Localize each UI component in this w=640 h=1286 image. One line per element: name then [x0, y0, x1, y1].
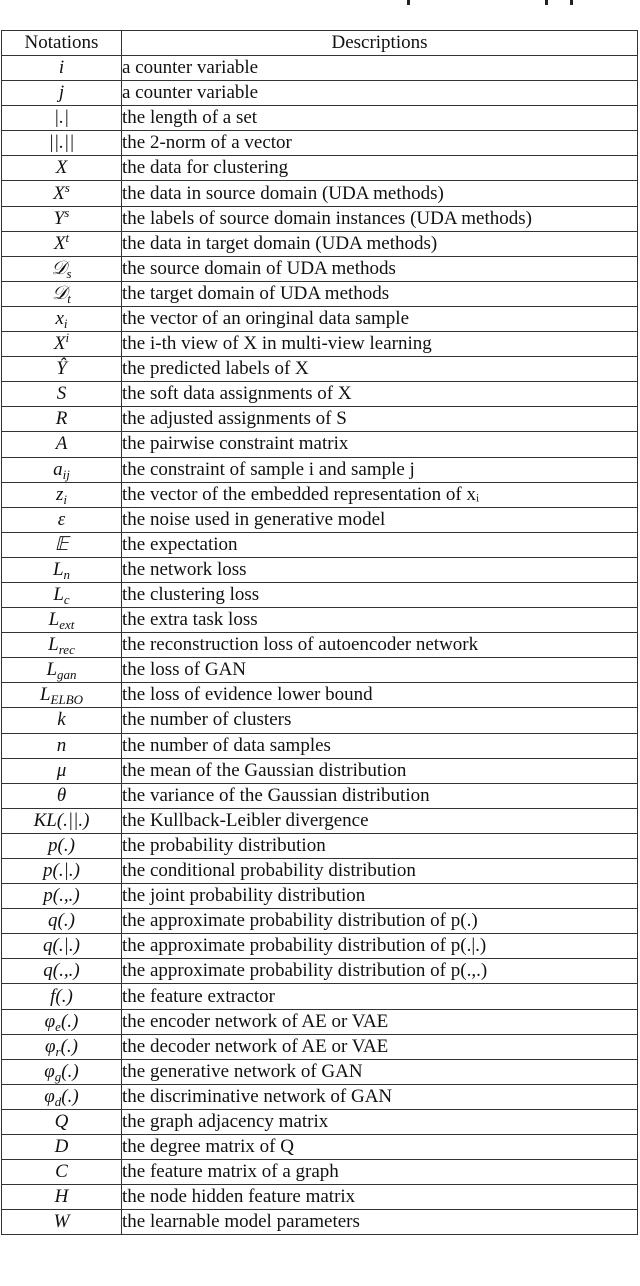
- symbol-base: R: [55, 408, 68, 430]
- table-row: [2, 758, 638, 783]
- symbol-base: L: [48, 609, 60, 631]
- notation-symbol: [2, 633, 122, 658]
- table-row: [2, 56, 638, 81]
- notation-symbol: [2, 457, 122, 482]
- symbol-base: a: [53, 458, 63, 480]
- symbol-base: φ: [44, 1085, 55, 1107]
- notation-symbol: [2, 833, 122, 858]
- table-row: [2, 1135, 638, 1160]
- symbol-base: f(.): [50, 985, 73, 1007]
- table-row: [2, 1109, 638, 1134]
- notation-symbol: [2, 708, 122, 733]
- notation-description: the clustering loss: [122, 582, 638, 607]
- notation-description: the vector of an oringinal data sample: [122, 306, 638, 331]
- table-row: [2, 206, 638, 231]
- symbol-base: 𝒟: [52, 282, 68, 304]
- notation-description: the network loss: [122, 557, 638, 582]
- notation-symbol: [2, 884, 122, 909]
- notation-symbol: [2, 206, 122, 231]
- notation-description: the variance of the Gaussian distribution: [122, 783, 638, 808]
- table-row: [2, 909, 638, 934]
- notation-symbol: [2, 407, 122, 432]
- symbol-base: Y: [53, 207, 65, 229]
- table-row: [2, 407, 638, 432]
- symbol-base: θ: [56, 784, 67, 806]
- symbol-subscript: d: [54, 1093, 62, 1109]
- notation-description: the vector of the embedded representation of xᵢ: [122, 482, 638, 507]
- symbol-base: S: [56, 383, 67, 405]
- notation-description: the data in source domain (UDA methods): [122, 181, 638, 206]
- symbol-subscript: t: [67, 290, 71, 306]
- table-row: [2, 256, 638, 281]
- notation-symbol: [2, 181, 122, 206]
- table-row: [2, 357, 638, 382]
- table-row: [2, 683, 638, 708]
- notation-description: the learnable model parameters: [122, 1210, 638, 1235]
- notation-description: the labels of source domain instances (UDA methods): [122, 206, 638, 231]
- symbol-base: ε: [57, 508, 66, 530]
- notation-description: the constraint of sample i and sample j: [122, 457, 638, 482]
- notation-description: the number of data samples: [122, 733, 638, 758]
- notation-description: the adjusted assignments of S: [122, 407, 638, 432]
- notation-symbol: [2, 683, 122, 708]
- notation-description: the noise used in generative model: [122, 507, 638, 532]
- notation-symbol: [2, 507, 122, 532]
- symbol-base: L: [52, 558, 64, 580]
- notation-symbol: [2, 1185, 122, 1210]
- notation-description: the approximate probability distribution of p(.,.): [122, 959, 638, 984]
- table-row: [2, 633, 638, 658]
- table-row: [2, 833, 638, 858]
- notation-description: the joint probability distribution: [122, 884, 638, 909]
- notation-description: the loss of evidence lower bound: [122, 683, 638, 708]
- notation-description: the graph adjacency matrix: [122, 1109, 638, 1134]
- symbol-superscript: i: [65, 331, 70, 346]
- table-row: [2, 1185, 638, 1210]
- notation-symbol: [2, 984, 122, 1009]
- symbol-subscript: gan: [57, 667, 77, 683]
- table-row: [2, 382, 638, 407]
- symbol-base: n: [56, 734, 67, 756]
- notation-symbol: [2, 56, 122, 81]
- notation-description: the conditional probability distribution: [122, 859, 638, 884]
- notation-description: the node hidden feature matrix: [122, 1185, 638, 1210]
- table-row: [2, 181, 638, 206]
- table-row: [2, 658, 638, 683]
- symbol-base: p(.): [48, 834, 75, 856]
- symbol-superscript: t: [65, 231, 70, 245]
- notation-description: the source domain of UDA methods: [122, 256, 638, 281]
- notation-description: the approximate probability distribution of p(.|.): [122, 934, 638, 959]
- symbol-base: L: [53, 584, 64, 606]
- notation-symbol: [2, 532, 122, 557]
- symbol-base: X: [55, 157, 68, 179]
- symbol-base: φ: [44, 1010, 56, 1032]
- symbol-base: p(.,.): [43, 885, 80, 907]
- notation-description: the Kullback-Leibler divergence: [122, 808, 638, 833]
- symbol-subscript: i: [63, 491, 68, 507]
- notation-description: the 2-norm of a vector: [122, 131, 638, 156]
- table-row: [2, 281, 638, 306]
- symbol-base: q(.,.): [43, 960, 80, 982]
- notation-description: the i-th view of X in multi-view learning: [122, 332, 638, 357]
- table-row: [2, 959, 638, 984]
- symbol-superscript: s: [64, 180, 70, 195]
- notation-description: a counter variable: [122, 81, 638, 106]
- notation-description: the probability distribution: [122, 833, 638, 858]
- notation-symbol: [2, 1034, 122, 1059]
- symbol-base: A: [55, 433, 68, 455]
- notation-description: the target domain of UDA methods: [122, 281, 638, 306]
- table-row: [2, 507, 638, 532]
- notation-symbol: [2, 557, 122, 582]
- notation-symbol: [2, 959, 122, 984]
- symbol-superscript: s: [64, 206, 70, 220]
- symbol-base: z: [55, 483, 64, 505]
- symbol-base: k: [57, 709, 66, 731]
- symbol-base: Q: [54, 1110, 69, 1132]
- cropped-text-above-table: [0, 0, 640, 8]
- notation-description: the encoder network of AE or VAE: [122, 1009, 638, 1034]
- notation-description: the reconstruction loss of autoencoder network: [122, 633, 638, 658]
- notation-symbol: [2, 859, 122, 884]
- notation-symbol: [2, 733, 122, 758]
- notation-description: the generative network of GAN: [122, 1059, 638, 1084]
- notation-symbol: [2, 432, 122, 457]
- table-row: [2, 532, 638, 557]
- notation-description: the data for clustering: [122, 156, 638, 181]
- symbol-base: X: [53, 232, 66, 254]
- symbol-subscript: r: [55, 1043, 61, 1059]
- symbol-base: q(.): [48, 910, 75, 932]
- symbol-subscript: e: [55, 1018, 61, 1034]
- notation-description: the number of clusters: [122, 708, 638, 733]
- notation-description: the soft data assignments of X: [122, 382, 638, 407]
- table-row: [2, 582, 638, 607]
- symbol-base: D: [54, 1136, 69, 1158]
- notation-symbol: [2, 382, 122, 407]
- notation-symbol: [2, 131, 122, 156]
- notation-symbol: [2, 1059, 122, 1084]
- notation-symbol: [2, 934, 122, 959]
- table-row: [2, 859, 638, 884]
- symbol-argument: (.): [61, 1060, 79, 1082]
- symbol-base: i: [58, 57, 65, 79]
- symbol-base: μ: [56, 759, 67, 781]
- notation-description: the data in target domain (UDA methods): [122, 231, 638, 256]
- notation-symbol: [2, 582, 122, 607]
- notation-symbol: [2, 1084, 122, 1109]
- symbol-base: X: [53, 333, 66, 355]
- table-row: [2, 733, 638, 758]
- symbol-argument: (.): [60, 1035, 78, 1057]
- table-row: [2, 984, 638, 1009]
- table-row: [2, 332, 638, 357]
- notation-symbol: [2, 658, 122, 683]
- notation-symbol: [2, 1210, 122, 1235]
- symbol-base: KL(.||.): [33, 809, 90, 831]
- symbol-base: 𝒟: [51, 257, 67, 279]
- notation-description: the degree matrix of Q: [122, 1135, 638, 1160]
- table-row: [2, 432, 638, 457]
- symbol-base: j: [58, 82, 65, 104]
- table-row: [2, 457, 638, 482]
- table-row: [2, 557, 638, 582]
- symbol-base: φ: [45, 1035, 56, 1057]
- table-body: [2, 56, 638, 1235]
- symbol-base: ||.||: [48, 132, 75, 154]
- notation-symbol: [2, 1009, 122, 1034]
- notation-symbol: [2, 231, 122, 256]
- symbol-subscript: ext: [59, 617, 75, 633]
- notation-symbol: [2, 256, 122, 281]
- notation-description: the pairwise constraint matrix: [122, 432, 638, 457]
- notation-symbol: [2, 306, 122, 331]
- table-row: [2, 1059, 638, 1084]
- symbol-base: L: [48, 634, 59, 656]
- symbol-base: p(.|.): [43, 860, 80, 882]
- header-notations: Notations: [2, 31, 122, 56]
- symbol-base: X: [53, 182, 65, 204]
- notation-symbol: [2, 608, 122, 633]
- table-row: [2, 306, 638, 331]
- table-row: [2, 884, 638, 909]
- notation-symbol: [2, 281, 122, 306]
- symbol-base: H: [54, 1186, 69, 1208]
- notation-description: the mean of the Gaussian distribution: [122, 758, 638, 783]
- symbol-base: W: [53, 1211, 70, 1233]
- notation-description: the predicted labels of X: [122, 357, 638, 382]
- symbol-base: C: [55, 1161, 68, 1183]
- notation-symbol: [2, 1135, 122, 1160]
- symbol-argument: (.): [61, 1085, 79, 1107]
- symbol-base: L: [46, 659, 58, 681]
- symbol-subscript: c: [63, 592, 70, 608]
- notation-description: the feature matrix of a graph: [122, 1160, 638, 1185]
- symbol-base: Ŷ: [56, 358, 67, 380]
- notation-description: the expectation: [122, 532, 638, 557]
- notation-description: the extra task loss: [122, 608, 638, 633]
- cropped-glyph-fragment: [545, 0, 548, 5]
- symbol-base: |.|: [53, 107, 70, 129]
- table-header-row: [2, 31, 638, 56]
- symbol-base: q(.|.): [43, 935, 80, 957]
- notation-symbol: [2, 808, 122, 833]
- notation-description: the feature extractor: [122, 984, 638, 1009]
- table-row: [2, 1160, 638, 1185]
- notation-symbol: [2, 106, 122, 131]
- table-row: [2, 231, 638, 256]
- symbol-base: 𝔼: [54, 533, 69, 555]
- symbol-base: x: [55, 307, 64, 329]
- header-descriptions: Descriptions: [122, 31, 638, 56]
- notation-table: [1, 30, 638, 1235]
- symbol-subscript: i: [63, 315, 68, 331]
- symbol-base: L: [39, 684, 51, 706]
- notation-description: a counter variable: [122, 56, 638, 81]
- symbol-subscript: rec: [58, 642, 75, 658]
- table-row: [2, 131, 638, 156]
- notation-symbol: [2, 81, 122, 106]
- symbol-base: φ: [44, 1060, 55, 1082]
- notation-symbol: [2, 1109, 122, 1134]
- symbol-argument: (.): [60, 1010, 79, 1032]
- symbol-subscript: ij: [62, 466, 70, 482]
- notation-symbol: [2, 783, 122, 808]
- notation-description: the discriminative network of GAN: [122, 1084, 638, 1109]
- notation-symbol: [2, 156, 122, 181]
- notation-description: the loss of GAN: [122, 658, 638, 683]
- table-row: [2, 808, 638, 833]
- symbol-subscript: ELBO: [50, 692, 84, 708]
- symbol-subscript: n: [63, 566, 71, 582]
- notation-symbol: [2, 909, 122, 934]
- table-row: [2, 482, 638, 507]
- notation-symbol: [2, 357, 122, 382]
- notation-symbol: [2, 758, 122, 783]
- notation-description: the length of a set: [122, 106, 638, 131]
- table-row: [2, 1009, 638, 1034]
- symbol-subscript: g: [54, 1068, 62, 1084]
- cropped-glyph-fragment: [407, 0, 410, 5]
- table-row: [2, 934, 638, 959]
- notation-description: the decoder network of AE or VAE: [122, 1034, 638, 1059]
- table-row: [2, 1084, 638, 1109]
- cropped-glyph-fragment: [570, 0, 573, 5]
- symbol-subscript: s: [66, 265, 72, 281]
- table-row: [2, 708, 638, 733]
- table-row: [2, 1210, 638, 1235]
- notation-description: the approximate probability distribution of p(.): [122, 909, 638, 934]
- table-row: [2, 156, 638, 181]
- table-row: [2, 106, 638, 131]
- notation-symbol: [2, 1160, 122, 1185]
- table-row: [2, 783, 638, 808]
- table-row: [2, 81, 638, 106]
- notation-symbol: [2, 332, 122, 357]
- notation-symbol: [2, 482, 122, 507]
- table-row: [2, 1034, 638, 1059]
- table-row: [2, 608, 638, 633]
